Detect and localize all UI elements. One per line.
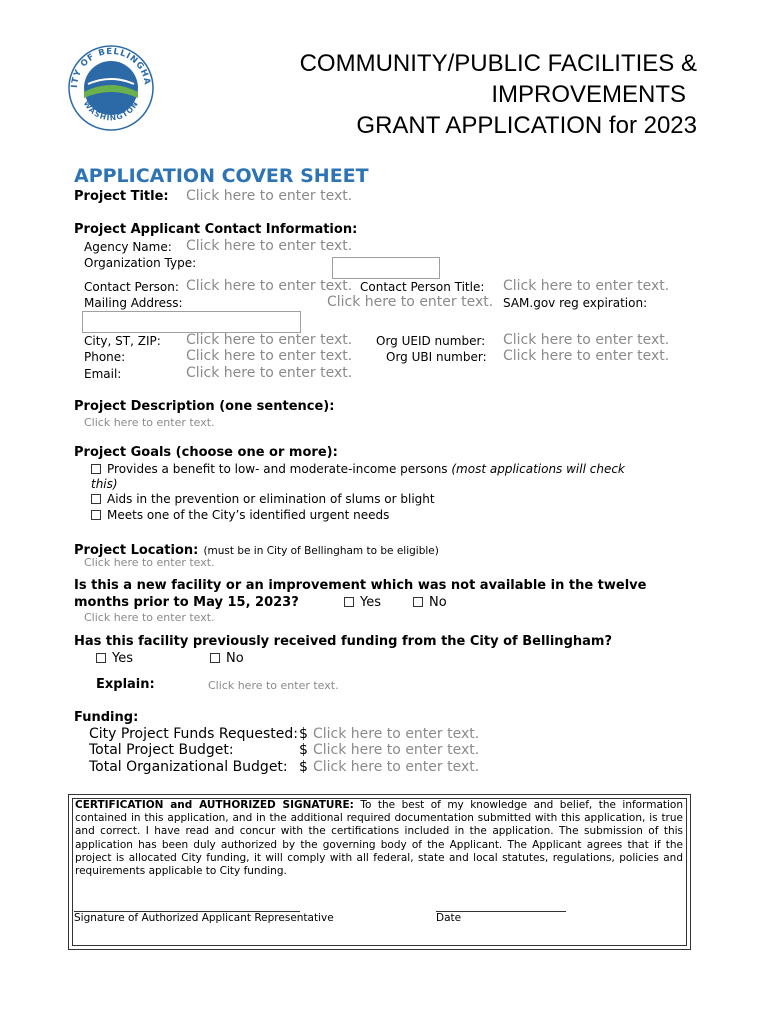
goal-slums-blight-checkbox[interactable] [91,494,101,504]
goal-low-moderate-income-note: (most applications will check [451,462,625,476]
certification-text [75,799,683,878]
goal-slums-blight-text: Aids in the prevention or elimination of slums or blight [107,492,435,506]
mailing-address-field[interactable]: Click here to enter text. [327,294,494,310]
org-ubi-field[interactable]: Click here to enter text. [503,348,670,364]
goal-urgent-needs-text: Meets one of the City’s identified urgent needs [107,508,390,522]
prior-funding-yes-label: Yes [112,651,133,666]
organization-type-dropdown[interactable] [332,257,440,279]
city-funds-currency: $ [299,726,308,742]
project-description-heading: Project Description (one sentence): [74,399,335,414]
org-ubi-label: Org UBI number: [386,350,487,364]
city-funds-requested-field[interactable]: Click here to enter text. [313,726,480,742]
city-funds-requested-label: City Project Funds Requested: [89,726,298,742]
new-facility-no-checkbox[interactable] [413,597,423,607]
org-ueid-field[interactable]: Click here to enter text. [503,332,670,348]
goal-urgent-needs [91,508,389,522]
project-location-field[interactable]: Click here to enter text. [84,556,215,569]
document-title-line-2: IMPROVEMENTS [491,81,686,108]
prior-funding-no-label: No [226,651,244,666]
project-description-field[interactable]: Click here to enter text. [84,416,215,429]
certification-box [68,794,691,950]
goal-low-moderate-income [91,462,625,476]
date-label: Date [436,912,462,924]
contact-person-title-label: Contact Person Title: [360,280,485,294]
new-facility-question-line-1: Is this a new facility or an improvement which was not available in the twelve [74,578,647,593]
new-facility-yes-checkbox[interactable] [344,597,354,607]
sam-gov-expiration-label: SAM.gov reg expiration: [503,296,648,310]
new-facility-explain-field[interactable]: Click here to enter text. [84,611,215,624]
contact-person-field[interactable]: Click here to enter text. [186,278,353,294]
total-org-budget-label: Total Organizational Budget: [89,759,288,775]
total-org-budget-field[interactable]: Click here to enter text. [313,759,480,775]
prior-funding-explain-field[interactable]: Click here to enter text. [208,679,339,692]
total-project-budget-field[interactable]: Click here to enter text. [313,742,480,758]
funding-heading: Funding: [74,710,139,725]
prior-funding-yes-option[interactable] [96,651,133,666]
total-project-currency: $ [299,742,308,758]
contact-person-title-field[interactable]: Click here to enter text. [503,278,670,294]
new-facility-yes-label: Yes [360,595,381,610]
svg-text:WASHINGTON: WASHINGTON [81,99,141,123]
total-project-budget-label: Total Project Budget: [89,742,234,758]
email-label: Email: [84,367,122,381]
document-title-line-3: GRANT APPLICATION for 2023 [356,112,697,139]
city-state-zip-field[interactable]: Click here to enter text. [186,332,353,348]
email-field[interactable]: Click here to enter text. [186,365,353,381]
goal-low-moderate-income-text: Provides a benefit to low- and moderate-income persons [107,462,448,476]
prior-funding-explain-label: Explain: [96,677,155,692]
organization-type-label: Organization Type: [84,256,197,270]
certification-heading: CERTIFICATION and AUTHORIZED SIGNATURE: [75,799,354,811]
phone-label: Phone: [84,350,126,364]
prior-funding-question: Has this facility previously received funding from the City of Bellingham? [74,634,612,649]
mailing-address-label: Mailing Address: [84,296,183,310]
prior-funding-no-checkbox[interactable] [210,653,220,663]
city-state-zip-label: City, ST, ZIP: [84,334,161,348]
agency-name-field[interactable]: Click here to enter text. [186,238,353,254]
sam-gov-expiration-date-field[interactable] [82,311,301,333]
goal-low-moderate-income-note-cont: this) [91,477,118,491]
certification-body: To the best of my knowledge and belief, the information contained in this application, and in the additional required documentation submitted with this application, is true and correct. I have read and concur with the certifications included in the application. The submission of this application has been duly authorized by the governing body of the Applicant. The Applicant agrees that if the project is allocated City funding, it will comply with all federal, state and local statutes, regulations, policies and requirements applicable to City funding. [75,799,684,878]
project-title-field[interactable]: Click here to enter text. [186,188,353,204]
project-location-label: Project Location: [74,543,199,558]
prior-funding-no-option[interactable] [210,651,244,666]
new-facility-no-option[interactable] [413,595,447,610]
agency-name-label: Agency Name: [84,240,172,254]
org-ueid-label: Org UEID number: [376,334,486,348]
contact-info-heading: Project Applicant Contact Information: [74,222,358,237]
city-seal-logo [58,40,164,132]
new-facility-question-line-2: months prior to May 15, 2023? [74,595,299,610]
new-facility-no-label: No [429,595,447,610]
document-title-line-1: COMMUNITY/PUBLIC FACILITIES & [299,50,697,77]
new-facility-yes-option[interactable] [344,595,381,610]
svg-text:CITY OF BELLINGHAM: ITY OF BELLINGHA [69,46,153,89]
phone-field[interactable]: Click here to enter text. [186,348,353,364]
project-location-note: (must be in City of Bellingham to be eligible) [203,545,439,557]
goal-urgent-needs-checkbox[interactable] [91,510,101,520]
signature-label: Signature of Authorized Applicant Representative [74,912,334,924]
contact-person-label: Contact Person: [84,280,179,294]
project-goals-heading: Project Goals (choose one or more): [74,445,338,460]
prior-funding-yes-checkbox[interactable] [96,653,106,663]
goal-slums-blight [91,492,435,506]
project-title-label: Project Title: [74,189,169,204]
cover-sheet-heading: APPLICATION COVER SHEET [74,165,369,187]
total-org-currency: $ [299,759,308,775]
goal-low-moderate-income-checkbox[interactable] [91,464,101,474]
